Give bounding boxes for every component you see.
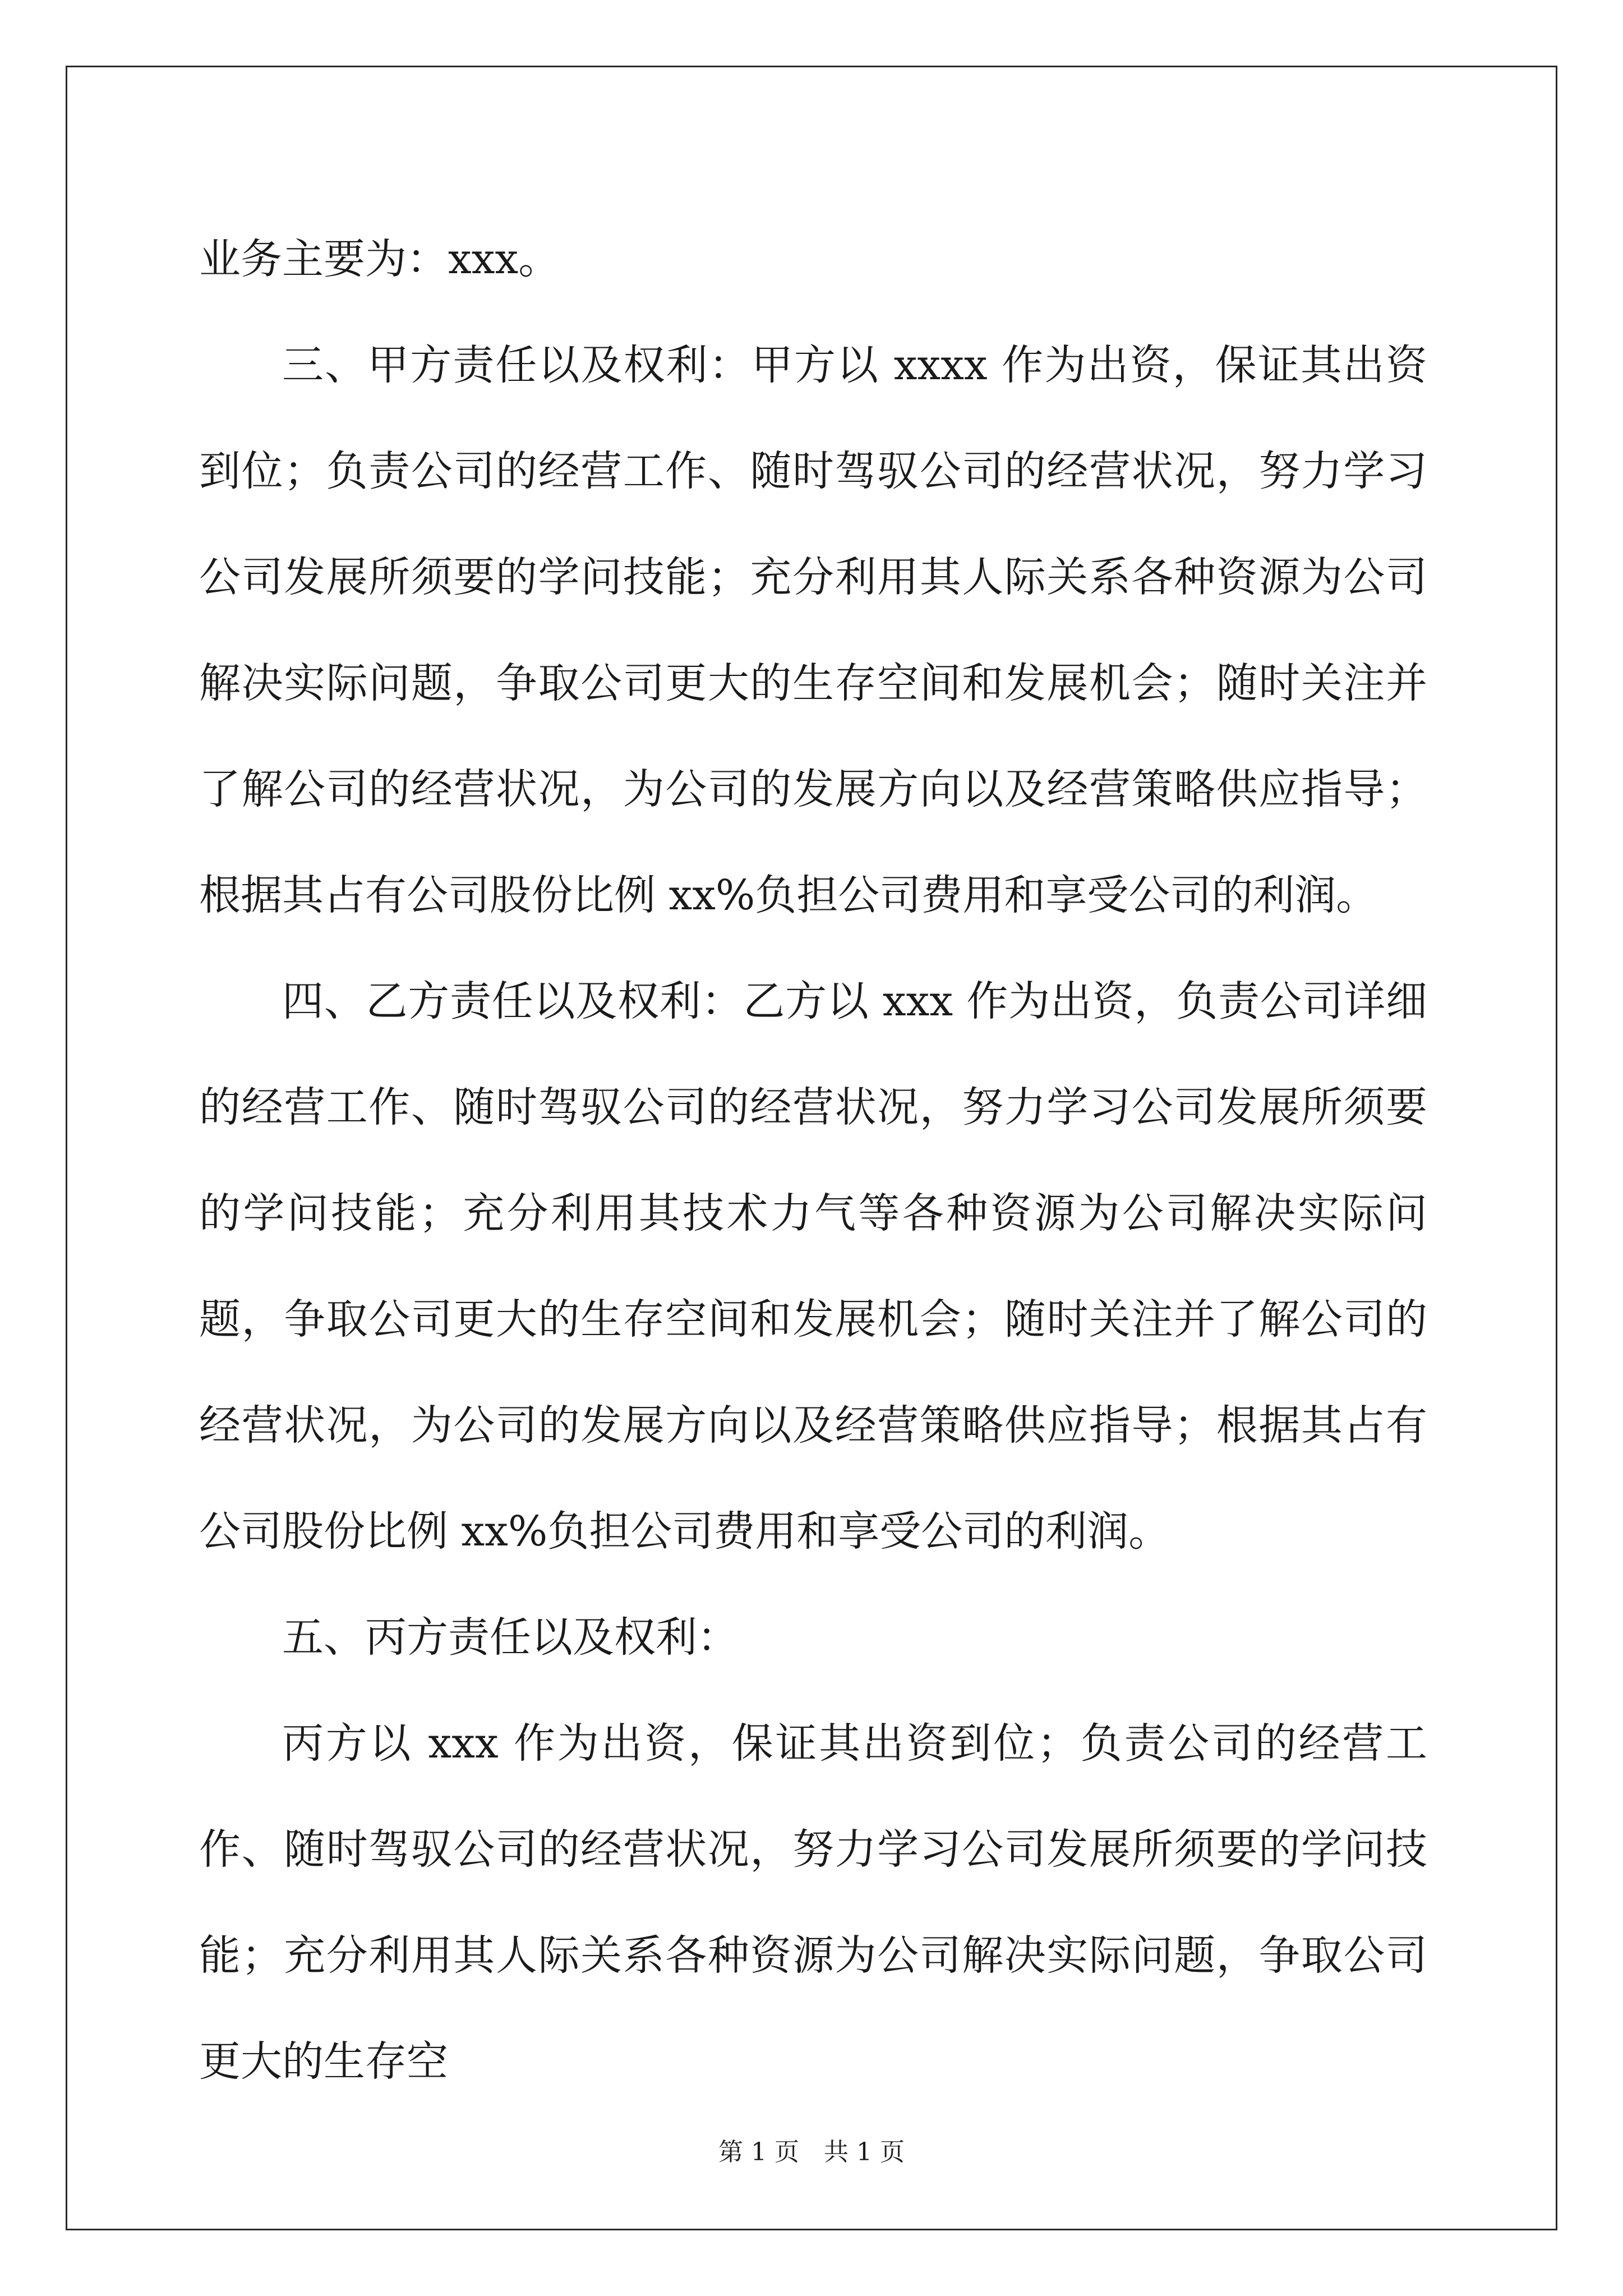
paragraph-party-a: 三、甲方责任以及权利：甲方以 xxxx 作为出资，保证其出资到位；负责公司的经营工作、随时驾驭公司的经营状况，努力学习公司发展所须要的学问技能；充分利用其人际关系各种资源为公司解决实际问题，争取公司更大的生存空间和发展机会；随时关注并了解公司的经营状况，为公司的发展方向以及经营策略供应指导；根据其占有公司股份比例 xx%负担公司费用和享受公司的利润。 — [199, 341, 1427, 919]
paragraph-party-b: 四、乙方责任以及权利：乙方以 xxx 作为出资，负责公司详细的经营工作、随时驾驭公司的经营状况，努力学习公司发展所须要的学问技能；充分利用其技术力气等各种资源为公司解决实际问题，争取公司更大的生存空间和发展机会；随时关注并了解公司的经营状况，为公司的发展方向以及经营策略供应指导；根据其占有公司股份比例 xx%负担公司费用和享受公司的利润。 — [199, 977, 1427, 1556]
document-body — [199, 206, 1427, 2115]
paragraph-party-c-heading: 五、丙方责任以及权利： — [282, 1613, 739, 1662]
paragraph-business-scope: 业务主要为：xxx。 — [199, 235, 560, 283]
paragraph-party-c: 丙方以 xxx 作为出资，保证其出资到位；负责公司的经营工作、随时驾驭公司的经营状况，努力学习公司发展所须要的学问技能；充分利用其人际关系各种资源为公司解决实际问题，争取公司更大的生存空 — [199, 1719, 1427, 2086]
page-footer: 第 1 页 共 1 页 — [718, 2138, 905, 2166]
